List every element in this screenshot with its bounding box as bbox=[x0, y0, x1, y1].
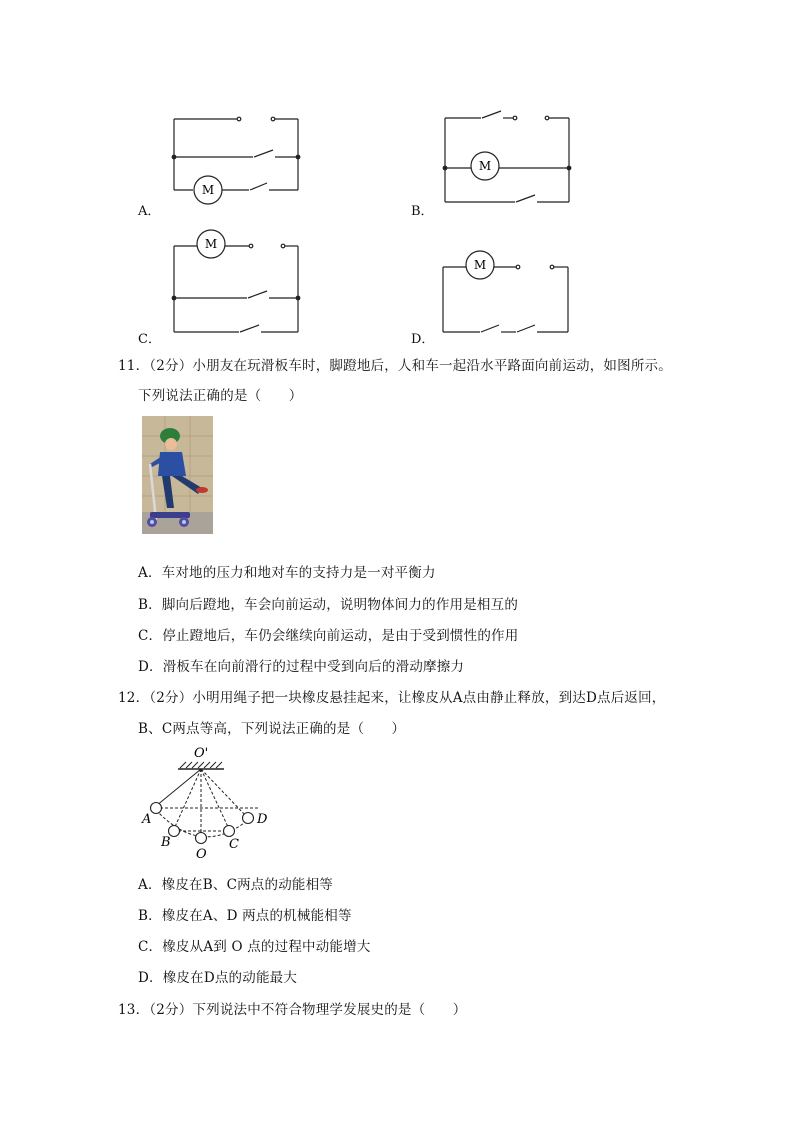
label-d: D bbox=[257, 812, 268, 827]
q12-option-d: D．橡皮在D点的动能最大 bbox=[138, 970, 298, 986]
option-label-a: A． bbox=[138, 204, 161, 219]
scooter-child-photo bbox=[140, 416, 215, 536]
option-label-d: D． bbox=[411, 332, 435, 347]
circuit-diagram-b bbox=[437, 106, 577, 206]
q11-option-a: A．车对地的压力和地对车的支持力是一对平衡力 bbox=[138, 565, 436, 581]
q12-option-b: B．橡皮在A、D 两点的机械能相等 bbox=[138, 908, 352, 924]
label-a: A bbox=[142, 812, 152, 827]
q12-stem-line2: B、C两点等高，下列说法正确的是（ ） bbox=[138, 721, 406, 737]
motor-symbol: M bbox=[204, 237, 218, 251]
q11-stem-line1: 11．（2分）小朋友在玩滑板车时，脚蹬地后，人和车一起沿水平路面向前运动，如图所示。 bbox=[118, 358, 672, 374]
q11-stem-line2: 下列说法正确的是（ ） bbox=[138, 388, 303, 404]
label-pivot: O' bbox=[194, 746, 209, 761]
label-o: O bbox=[196, 847, 207, 862]
q11-option-d: D．滑板车在向前滑行的过程中受到向后的滑动摩擦力 bbox=[138, 659, 465, 675]
motor-symbol: M bbox=[201, 183, 215, 197]
option-label-b: B． bbox=[411, 204, 434, 219]
pendulum-diagram bbox=[138, 742, 278, 862]
q13-stem: 13．（2分）下列说法中不符合物理学发展史的是（ ） bbox=[118, 1002, 467, 1018]
circuit-diagram-c bbox=[165, 228, 310, 338]
q12-option-a: A．橡皮在B、C两点的动能相等 bbox=[138, 877, 333, 893]
q11-option-c: C．停止蹬地后，车仍会继续向前运动，是由于受到惯性的作用 bbox=[138, 628, 519, 644]
option-label-c: C． bbox=[138, 332, 161, 347]
q12-option-c: C．橡皮从A到 O 点的过程中动能增大 bbox=[138, 939, 371, 955]
label-c: C bbox=[229, 837, 239, 852]
q11-option-b: B．脚向后蹬地，车会向前运动，说明物体间力的作用是相互的 bbox=[138, 597, 519, 613]
circuit-diagram-d bbox=[436, 250, 576, 340]
motor-symbol: M bbox=[473, 258, 487, 272]
q12-stem-line1: 12．（2分）小明用绳子把一块橡皮悬挂起来，让橡皮从A点由静止释放，到达D点后返回， bbox=[118, 690, 666, 706]
motor-symbol: M bbox=[478, 159, 492, 173]
label-b: B bbox=[161, 835, 171, 850]
circuit-diagram-a bbox=[165, 108, 310, 208]
